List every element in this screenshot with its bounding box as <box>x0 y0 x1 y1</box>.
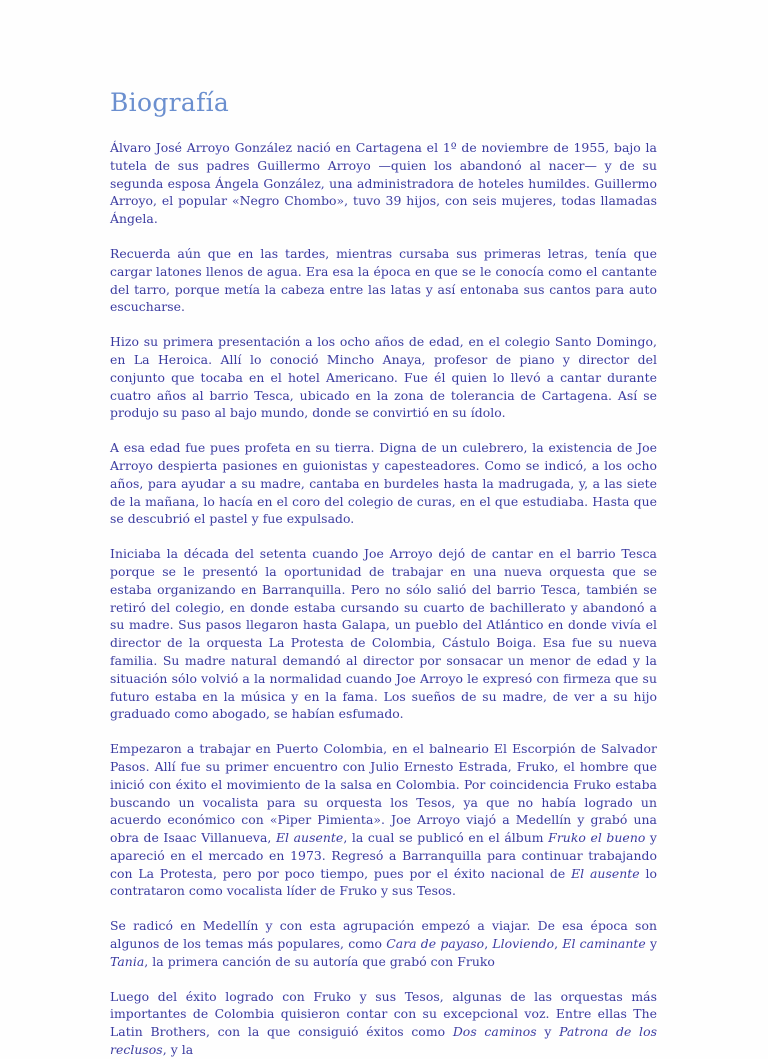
paragraph <box>110 545 657 723</box>
paragraph-text: , la primera canción de su autoría que grabó con Fruko <box>144 953 495 969</box>
italic-title: Patrona de los reclusos <box>110 1024 657 1058</box>
paragraph-text: Álvaro José Arroyo González nació en Cartagena el 1º de noviembre de 1955, bajo la tutela de sus padres Guillermo Arroyo —quien los abandonó al nacer— y de su segunda esposa Ángela González, una administradora de hoteles humildes. Guillermo Arroyo, el popular «Negro Chombo», tuvo 39 hijos, con seis mujeres, todas llamadas Ángela. <box>110 140 657 227</box>
paragraph-text: y <box>536 1024 560 1040</box>
paragraph-text: Recuerda aún que en las tardes, mientras cursaba sus primeras letras, tenía que cargar latones llenos de agua. Era esa la época en que se le conocía como el cantante del tarro, porque metía la cabeza entre las latas y así entonaba sus cantos para auto escucharse. <box>110 245 657 315</box>
paragraph-text: , <box>484 936 493 952</box>
page-title: Biografía <box>110 88 230 117</box>
paragraph <box>110 988 657 1059</box>
paragraph-text: Se radicó en Medellín y con esta agrupación empezó a viajar. De esa época son algunos de los temas más populares, como <box>110 918 657 952</box>
paragraph-text: Empezaron a trabajar en Puerto Colombia, en el balneario El Escorpión de Salvador Pasos. Allí fue su primer encuentro con Julio Ernesto Estrada, Fruko, el hombre que inició con éxito el movimiento de la salsa en Colombia. Por coincidencia Fruko estaba buscando un vocalista para su orquesta los Tesos, ya que no había logrado un acuerdo económico con «Piper Pimienta». Joe Arroyo viajó a Medellín y grabó una obra de Isaac Villanueva, <box>110 741 657 846</box>
paragraph-text: y apareció en el mercado en 1973. Regresó a Barranquilla para continuar trabajando con La Protesta, pero por poco tiempo, pues por el éxito nacional de <box>110 830 657 881</box>
italic-title: El caminante <box>562 936 646 952</box>
paragraph-text: , <box>554 936 563 952</box>
paragraph <box>110 439 657 528</box>
italic-title: El ausente <box>571 865 640 881</box>
paragraph <box>110 139 657 228</box>
paragraph <box>110 245 657 316</box>
paragraph-text: Luego del éxito logrado con Fruko y sus Tesos, algunas de las orquestas más importantes de Colombia quisieron contar con su excepcional voz. Entre ellas The Latin Brothers, con la que consiguió éxitos como <box>110 988 657 1040</box>
paragraph-text: , la cual se publicó en el álbum <box>343 830 549 846</box>
paragraph-text: , y la <box>162 1042 194 1058</box>
document-body <box>110 139 657 1059</box>
italic-title: Fruko el bueno <box>548 830 646 846</box>
italic-title: Lloviendo <box>492 936 555 952</box>
italic-title: Tania <box>110 953 145 969</box>
paragraph-text: Hizo su primera presentación a los ocho años de edad, en el colegio Santo Domingo, en La Heroica. Allí lo conoció Mincho Anaya, profesor de piano y director del conjunto que tocaba en el hotel Americano. Fue él quien lo llevó a cantar durante cuatro años al barrio Tesca, ubicado en la zona de tolerancia de Cartagena. Así se produjo su paso al bajo mundo, donde se convirtió en su ídolo. <box>110 334 657 421</box>
paragraph-text: A esa edad fue pues profeta en su tierra. Digna de un culebrero, la existencia de Joe Arroyo despierta pasiones en guionistas y capesteadores. Como se indicó, a los ocho años, para ayudar a su madre, cantaba en burdeles hasta la madrugada, y, a las siete de la mañana, lo hacía en el coro del colegio de curas, en el que estudiaba. Hasta que se descubrió el pastel y fue expulsado. <box>110 440 657 527</box>
paragraph-text: lo contrataron como vocalista líder de Fruko y sus Tesos. <box>110 865 657 899</box>
paragraph <box>110 333 657 422</box>
italic-title: El ausente <box>275 830 344 846</box>
paragraph <box>110 917 657 970</box>
paragraph <box>110 740 657 900</box>
italic-title: Cara de payaso <box>386 936 485 952</box>
italic-title: Dos caminos <box>452 1024 537 1040</box>
paragraph-text: Iniciaba la década del setenta cuando Joe Arroyo dejó de cantar en el barrio Tesca porque se le presentó la oportunidad de trabajar en una nueva orquesta que se estaba organizando en Barranquilla. Pero no sólo salió del barrio Tesca, también se retiró del colegio, en donde estaba cursando su cuarto de bachillerato y abandonó a su madre. Sus pasos llegaron hasta Galapa, un pueblo del Atlántico en donde vivía el director de la orquesta La Protesta de Colombia, Cástulo Boiga. Esa fue su nueva familia. Su madre natural demandó al director por sonsacar un menor de edad y la situación sólo volvió a la normalidad cuando Joe Arroyo le expresó con firmeza que su futuro estaba en la música y en la fama. Los sueños de su madre, de ver a su hijo graduado como abogado, se habían esfumado. <box>110 546 657 722</box>
paragraph-text: y <box>645 936 658 952</box>
